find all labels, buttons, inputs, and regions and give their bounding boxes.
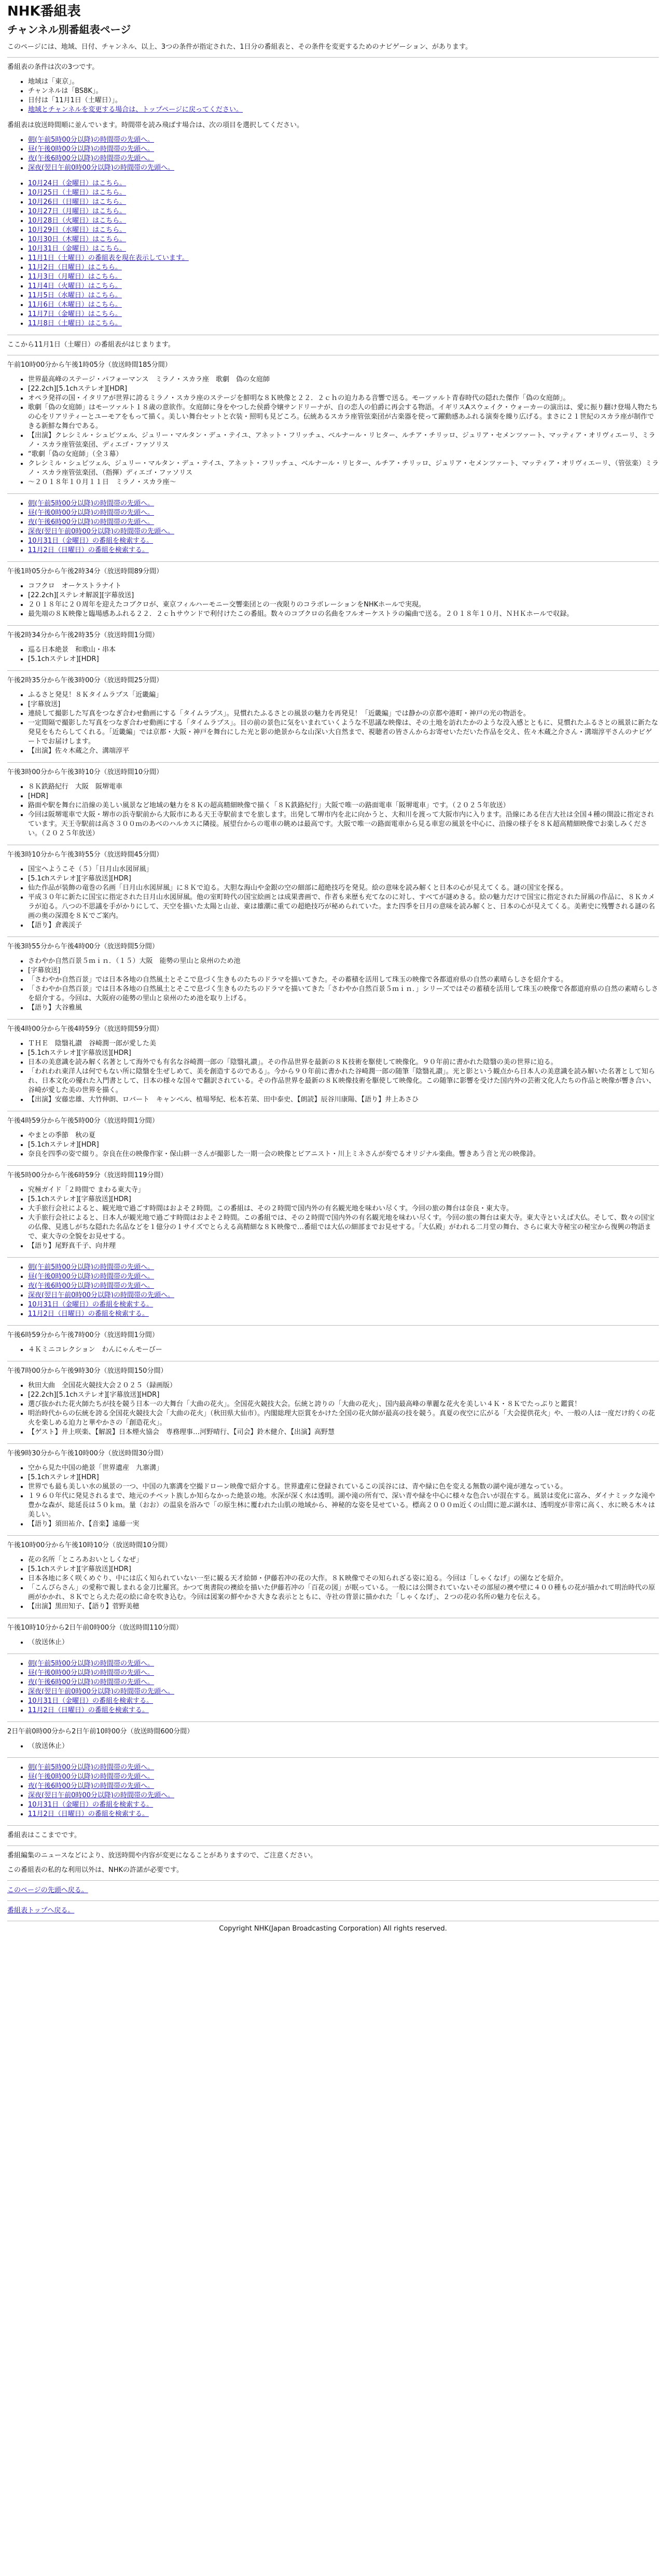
program-entry [7,1171,659,1326]
date-list-item [28,226,659,235]
date-link[interactable]: 11月2日（日曜日）はこちら。 [28,264,122,271]
program-detail-line: • [字幕放送] [28,966,659,975]
date-link[interactable]: 10月24日（金曜日）はこちら。 [28,180,127,187]
section-nav-list [7,499,659,555]
divider [7,670,659,671]
program-detail-line: • 今回は阪堺電車で大阪・堺市の浜寺駅前から大阪市にある天王寺駅前までを旅します。出発して堺市内を北に向かうと、大和川を渡って大阪市内に入ります。沿線にある住吉大社は全国４種の開設に指定されています。天王寺駅前は高さ３００ｍのあべのハルカスに隣接。展望台からの電車の眺めは最高です。大阪で唯一の路面電車から見る車窓の風景を中心に、沿線の様子を８Ｋ超高精細映像でお楽しみください。（２０２５年放送） [28,810,659,838]
program-entry [7,850,659,937]
program-entry [7,1117,659,1166]
program-time: 午後3時10分から午後3時55分（放送時間45分間） [7,851,163,859]
program-detail-line: • 大手旅行会社によると、日本人が観光地で過ごす時間はおよそ２時間。この番組では、その２時間で国内外の有名観光地を味わい尽くす。今回の旅の舞台は東大寺。東大寺といえば大仏。そして、数々の国宝の仏像、見逃しがちな隠れた名品などを１億分の１サイズでとらえる高精細な８Ｋ映像で…番組では大仏の細部までお見せする。「大仏殿」がわれる二月堂の舞台、さらに東大寺秘宝の秘宝から復興の物語まで、東大寺の全貌をお見せする。 [28,1214,659,1242]
program-detail-line: • [5.1chステレオ][字幕放送][HDR] [28,1195,659,1204]
footer-note-change: 番組編集のニュースなどにより、放送時間や内容が変更になることがありますので、ご注意ください。 [7,1852,317,1859]
divider [7,1443,659,1444]
section-nav-link[interactable]: 10月31日（金曜日）の番組を検索する。 [28,537,154,545]
date-link[interactable]: 11月3日（月曜日）はこちら。 [28,273,122,281]
date-link[interactable]: 10月26日（日曜日）はこちら。 [28,198,127,206]
footer-note-license: この番組表の私的な利用以外は、NHKの許諾が必要です。 [7,1866,183,1874]
section-nav-link[interactable]: 昼(午後0時00分以降)の時間帯の先頭へ。 [28,1669,154,1677]
divider [7,1019,659,1020]
program-detail-line: • 【ゲスト】井上咲楽、【解説】日本煙火協会 専務理事…河野晴行、【司会】鈴木健介、【出演】高野慧 [28,1428,659,1437]
divider [7,57,659,58]
section-nav-link[interactable]: 10月31日（金曜日）の番組を検索する。 [28,1697,154,1705]
program-detail-line: • 「さわやか自然百景」では日本各地の自然風土とそこで息づく生きものたちのドラマを描いてきた「さわやか自然百景５ｍｉｎ．」シリーズではその蓄積を活用して珠玉の映像で各都道府県の自然の素晴らしさを紹介する。今回は、大阪府の能勢の里山と泉州のため池を取り上げる。 [28,985,659,1003]
program-time: 午後7時00分から午後9時30分（放送時間150分間） [7,1367,168,1375]
program-detail-line: • 選び抜かれた花火師たちが技を競う日本一の大舞台「大曲の花火」。全国花火競技大会。伝統と誇りの「大曲の花火」、国内最高峰の華麗な花火を美しい４Ｋ・８Ｋでたっぷりと鑑賞！ [28,1400,659,1409]
date-link[interactable]: 11月8日（土曜日）はこちら。 [28,320,122,327]
program-detail-line: • 【語り】須田祐介、【音楽】遠藤一実 [28,1520,659,1529]
program-detail-line: • [字幕放送] [28,700,659,709]
condition-region: • 地域は「東京」。 [28,77,659,87]
program-details [7,1464,659,1529]
program-details [7,375,659,487]
program-title: • ８Ｋ鉄路紀行 大阪 阪堺電車 [28,782,659,792]
program-detail-line: • 仙た作品が装飾の竜巻の名画「日月山水図屏風」に８Ｋで迫る。大胆な海山や金銀の空の細部に超絶技巧を発見。絵の意味を読み解くと日本の心が見えてくる。謎の国宝を探る。 [28,884,659,893]
program-details [7,1638,659,1647]
section-nav-link[interactable]: 11月2日（日曜日）の番組を検索する。 [28,546,149,554]
date-list-item [28,300,659,310]
divider [7,1535,659,1536]
program-detail-line: • 「こんぴらさん」の愛称で親しまれる金刀比羅宮。かつて奥書院の襖絵を描いた伊藤若冲の「百花の図」が眠っている。一般には公開されていないその部屋の襖や壁に４００種もの花が描かれて明治時代の原画がかかれ、８Ｋでとらえた花の絵に命を吹き込む。今回は図案の鮮やかさ大きな表示とともに、寺社の背景に描かれた「しゃくなげ」、２つの花の名所の魅力を伝える。 [28,1583,659,1602]
program-detail-line: • ～２０１８年１０月１１日 ミラノ・スカラ座～ [28,478,659,487]
divider [7,561,659,562]
program-details [7,645,659,664]
program-entry [7,631,659,671]
divider [7,1880,659,1881]
conditions-heading: 番組表の条件は次の3つです。 [7,63,99,71]
program-title: • 世界最高峰のステージ・パフォーマンス ミラノ・スカラ座 歌劇 偽の女庭師 [28,375,659,384]
program-details [7,1131,659,1159]
date-list-item [28,254,659,263]
program-entry [7,361,659,562]
date-link[interactable]: 10月30日（木曜日）はこちら。 [28,236,127,243]
section-nav-link[interactable]: 朝(午前5時00分以降)の時間帯の先頭へ。 [28,500,154,507]
program-details [7,1381,659,1437]
program-time: 午後4時59分から午後5時00分（放送時間1分間） [7,1117,159,1125]
program-time: 午後6時59分から午後7時00分（放送時間1分間） [7,1331,159,1339]
section-nav-list [7,1263,659,1319]
section-nav-link[interactable]: 深夜(翌日午前0時00分以降)の時間帯の先頭へ。 [28,528,174,535]
program-detail-line: • [HDR] [28,792,659,801]
program-entry [7,676,659,763]
program-detail-line: • 「さわやか自然百景」では日本各地の自然風土とそこで息づく生きものたちのドラマを描いてきた。その蓄積を活用して珠玉の映像で各都道府県の自然の素晴らしさを紹介する。 [28,975,659,985]
date-list-item [28,198,659,207]
program-details [7,865,659,930]
program-time: 午後3時00分から午後3時10分（放送時間10分間） [7,768,163,776]
program-detail-line: • 【語り】倉義渓子 [28,921,659,930]
divider [7,1165,659,1166]
divider [7,1825,659,1826]
program-entry [7,567,659,626]
section-nav-link[interactable]: 10月31日（金曜日）の番組を検索する。 [28,1301,154,1308]
page-title: チャンネル別番組表ページ [7,23,131,36]
date-list-item [28,272,659,282]
program-details [7,1039,659,1105]
divider [7,1757,659,1758]
jump-midnight-link[interactable]: 深夜(翌日午前0時00分以降)の時間帯の先頭へ。 [28,164,174,172]
date-list-item [28,282,659,291]
section-nav-link[interactable]: 11月2日（日曜日）の番組を検索する。 [28,1706,149,1714]
jump-morning-link[interactable]: 朝(午前5時00分以降)の時間帯の先頭へ。 [28,136,154,144]
date-link[interactable]: 11月6日（木曜日）はこちら。 [28,301,122,309]
program-detail-line: • [5.1chステレオ][HDR] [28,1140,659,1150]
program-entry [7,768,659,845]
program-detail-line: • 【出演】安藤忠雄、大竹伸朗、ロバート キャンベル、植場琴紀、松本若菜、田中泰史、【朗読】辰谷川康陽、【語り】井上あさひ [28,1095,659,1105]
section-nav-link[interactable]: 10月31日（金曜日）の番組を検索する。 [28,1801,154,1809]
program-details [7,782,659,838]
program-entry [7,1727,659,1826]
divider [7,762,659,763]
program-entry [7,942,659,1020]
section-nav-link[interactable]: 昼(午後0時00分以降)の時間帯の先頭へ。 [28,509,154,517]
section-nav-list [7,1763,659,1819]
date-list-item [28,263,659,272]
back-to-top-link[interactable]: このページの先頭へ戻る。 [7,1886,88,1894]
section-nav-link[interactable]: 深夜(翌日午前0時00分以降)の時間帯の先頭へ。 [28,1792,174,1799]
section-nav-link[interactable]: 朝(午前5時00分以降)の時間帯の先頭へ。 [28,1764,154,1771]
program-detail-line: • [5.1chステレオ][HDR] [28,655,659,664]
date-link[interactable]: 10月27日（月曜日）はこちら。 [28,208,127,215]
program-time: 午後2時34分から午後2時35分（放送時間1分間） [7,631,159,639]
divider [7,936,659,937]
program-time: 午後2時35分から午後3時00分（放送時間25分間） [7,677,163,684]
program-detail-line: • [22.2ch][ステレオ解説][字幕放送] [28,591,659,600]
program-detail-line: • 【出演】クレシミル・シュピツェル、ジュリー・マルタン・デュ・テイユ、アネット・フリッチュ、ベルナール・リヒター、ルチア・チリッロ、ジュリア・セメンツァート、マッティア・オリヴィエーリ、ミラノ・スカラ座管弦楽団、ディエゴ・ファソリス [28,431,659,450]
date-list-item [28,291,659,300]
date-list-item [28,216,659,226]
section-nav-link[interactable]: 朝(午前5時00分以降)の時間帯の先頭へ。 [28,1660,154,1668]
date-link[interactable]: 11月7日（金曜日）はこちら。 [28,310,122,318]
section-nav-link[interactable]: 深夜(翌日午前0時00分以降)の時間帯の先頭へ。 [28,1688,174,1696]
date-list-item [28,310,659,319]
program-detail-line: • 最先端の８Ｋ映像と臨場感あふれる２２．２ｃｈサウンドで利付けたこの番組。数々のコブクロの名曲をフルオーケストラの編曲で送る。２０１８年１０月、ＮＨＫホールで収録。 [28,610,659,619]
program-details [7,1742,659,1751]
program-title: • （放送休止） [28,1638,659,1647]
program-detail-line: • ２０１８年に２０周年を迎えたコブクロが、東京フィルハーモニー交響楽団との一夜限りのコラボレーションをNHKホールで実現。 [28,600,659,610]
divider [7,625,659,626]
program-time: 2日午前0時00分から2日午前10時00分（放送時間600分間） [7,1728,194,1735]
program-detail-line: • 路面や駅を舞台に沿線の美しい風景など地域の魅力を８Ｋの超高精細映像で描く「８Ｋ鉄路紀行」大阪で唯一の路面電車「阪堺電車」です。（２０２５年放送） [28,801,659,810]
program-title: • ＴＨＥ 陰翳礼讃 谷崎潤一郎が愛した美 [28,1039,659,1049]
program-time: 午後1時05分から午後2時34分（放送時間89分間） [7,568,163,575]
intro-text: このページには、地域、日付、チャンネル、以上、3つの条件が指定された、1日分の番組表と、その条件を変更するためのナビゲーション、があります。 [7,43,472,51]
date-list-item [28,319,659,328]
section-nav-link[interactable]: 11月2日（日曜日）の番組を検索する。 [28,1310,149,1318]
date-link[interactable]: 11月1日（土曜日）の番組表を現在表示しています。 [28,254,189,262]
program-detail-line: • [5.1chステレオ][字幕放送][HDR] [28,1049,659,1058]
program-title: • コフクロ オーケストラナイト [28,582,659,591]
program-entry [7,1449,659,1536]
date-list-item [28,235,659,244]
program-detail-line: • [5.1chステレオ][字幕放送][HDR] [28,874,659,884]
site-title: NHK番組表 [7,4,81,19]
program-title: • 国宝へようこそ（５）「日月山水図屏風」 [28,865,659,874]
schedule-end-note: 番組表はここまでです。 [7,1831,81,1839]
condition-channel: • チャンネルは「BS8K」。 [28,87,659,96]
program-time: 午後5時00分から午後6時59分（放送時間119分間） [7,1172,168,1179]
program-title: • 空から見た中国の絶景「世界遺産 九寨溝」 [28,1464,659,1473]
program-entry [7,1025,659,1111]
program-detail-line: • 連続して撮影した写真をつなぎ合わせ動画にする「タイムラプス」。見慣れたふるさとの風景の魅力を再発見！「近畿編」では静かの京都や港町・神戸の光の物語を。 [28,709,659,719]
divider [7,1325,659,1326]
program-title: • （放送休止） [28,1742,659,1751]
divider [7,1900,659,1901]
change-condition-link[interactable]: 地域とチャンネルを変更する場合は、トップページに戻ってください。 [28,106,243,114]
program-detail-line: • 日本各地に多く咲くめぐり、中には広く知られていない一至に観る天才絵師・伊藤若冲の花の大作。８Ｋ映像でその知られざる姿に迫る。今回は「しゃくなげ」の園などを紹介。 [28,1574,659,1583]
program-detail-line: • 【出演】佐々木蔵之介、溝端淳平 [28,747,659,756]
program-list [7,361,659,1826]
skip-note: 番組表は放送時間順に並んでいます。時間帯を読み飛ばす場合は、次の項目を選択してください。 [7,121,303,129]
section-nav-list [7,1659,659,1715]
divider [7,1721,659,1722]
program-entry [7,1541,659,1618]
divider [7,1845,659,1846]
program-detail-line: • [22.2ch][5.1chステレオ][HDR] [28,384,659,394]
program-detail-line: • “歌劇「偽の女庭師」（全３幕） [28,450,659,459]
program-time: 午後3時55分から午後4時00分（放送時間5分間） [7,943,159,950]
program-detail-line: • 明治時代からの伝統を誇る全国花火競技大会「大曲の花火」（秋田県大仙市）。内閣総理大臣賞をかけた全国の花火師が最高の技を競う。真夏の夜空に広がる「大会提供花火」や、一般の人は一度だけ約くの花火を楽しめる迫力と華やかさの「創造花火」。 [28,1409,659,1428]
time-jump-list [7,135,659,173]
date-link[interactable]: 11月4日（火曜日）はこちら。 [28,282,122,290]
date-list-item [28,207,659,216]
date-list-item [28,188,659,198]
program-title: • 秋田大曲 全国花火競技大会２０２５（録画版） [28,1381,659,1390]
program-details [7,1345,659,1355]
program-time: 午後10時10分から2日午前0時00分（放送時間110分間） [7,1624,183,1632]
program-detail-line: • オペラ発祥の国・イタリアが世界に誇るミラノ・スカラ座のステージを鮮明な８Ｋ映像と２２．２ｃｈの迫力ある音響で送る。モーツァルト青春時代の隠れた傑作「偽の女庭師」。 [28,394,659,403]
program-detail-line: • 「われわれ東洋人は何でもない所に陰翳を生ぜしめて、美を創造するのである」。今から９０年前に書かれた谷崎潤一郎の随筆「陰翳礼讃」。光と影という観点から日本人の美意識を読み解いた名著として知られ、日本文化の優れた入門書として、日本の様々な国々で翻訳されている。その作品世界を最新の８Ｋ映像技術を駆使して映像化。この随筆に影響を受けた国内外の芸術文化人たちの作品と映像が響き合い、谷崎が愛した美の世界を描く。 [28,1067,659,1095]
condition-change-item [28,105,659,115]
program-details [7,582,659,619]
program-detail-line: • 一定間隔で撮影した写真をつなぎ合わせ動画にする「タイムラプス」。目の前の景色に気をいまれていくような不思議な映像は、その土地を訪れたかのような没入感とともに、見慣れたふるさとの風景に新たな発見をもたらしてくれる。「近畿編」では京都・大阪・神戸を舞台にした光と影の絶景からな山深い大自然まで、視聴者の皆さんからお寄せいただいた作品を交え、佐々木蔵之介さん・溝端淳平さんのナビゲートでお届けします。 [28,719,659,747]
program-time: 午後10時00分から午後10時10分（放送時間10分間） [7,1541,172,1549]
program-detail-line: • [22.2ch][5.1chステレオ][字幕放送][HDR] [28,1390,659,1400]
program-title: • やまとの季節 秋の夏 [28,1131,659,1140]
program-title: • ４Ｋミニコレクション わんにゃんモーびー [28,1345,659,1355]
date-link[interactable]: 10月25日（土曜日）はこちら。 [28,189,127,197]
schedule-top-link[interactable]: 番組表トップへ戻る。 [7,1907,75,1914]
date-link[interactable]: 10月29日（水曜日）はこちら。 [28,226,127,234]
program-detail-line: • 歌劇「偽の女庭師」はモーツァルト１８歳の意欲作。女庭師に身をやつした侯爵令嬢サンドリーナが、自の恋人の伯爵に再会する物語。イギリスAスウェイク・ウォーカーの演出は、愛に振り翻け登場人物たちの心をリアリティーとユーモアをもって描く。美しい舞台セットと衣装・照明も見どころ。伝統あるスカラ座管弦楽団が古楽器を使って躍動感あふれる演奏を繰り広げる。まさに２１世紀のスカラ座が制作できる新鮮な舞台である。 [28,403,659,431]
program-entry [7,1331,659,1361]
section-nav-link[interactable]: 11月2日（日曜日）の番組を検索する。 [28,1810,149,1818]
program-title: • ふるさと発見！８Ｋタイムラプス「近畿編」 [28,691,659,700]
condition-date: • 日付は「11月1日（土曜日）」。 [28,96,659,105]
program-detail-line: • 平成３０年に新たに国宝に指定された日月山水図屏風。他の室町時代の国宝絵画とは成果書画で、作者も来歴も充てなのに対し、すべてが謎めきる。絵の魅力だけで国宝に指定された屏風の作品に、８Ｋカメラが迫る。八つの不思議を手がかりにして、天空を描いた太陽と山並、東は雄潮に重ての超絶技巧が秘められていた。また四季を日月の意味を読み解くと、日本の心が見えてくる。美術史に残響される謎の名画の奥の深淵を８Ｋでご案内。 [28,893,659,921]
program-detail-line: • 【語り】尾野真千子、向井理 [28,1242,659,1251]
program-detail-line: • 奈良を四季の姿で綴り。奈良在住の映像作家・保山耕一さんが撮影した一期一会の映像とピアニスト・川上ミネさんが奏でるオリジナル楽曲。響きあう音と光の映像詩。 [28,1150,659,1159]
program-details [7,957,659,1013]
program-details [7,691,659,756]
section-nav-link[interactable]: 昼(午後0時00分以降)の時間帯の先頭へ。 [28,1273,154,1280]
date-list [7,179,659,328]
program-detail-line: • 世界でも最も美しい水の風景の一つ、中国の九寨溝を空撮ドローン映像で紹介する。世界遺産に登録されているこの渓谷には、青や緑に色を変える無数の湖や滝が連なっている。 [28,1482,659,1492]
program-time: 午後9時30分から午後10時00分（放送時間30分間） [7,1450,168,1457]
divider [7,1257,659,1258]
date-link[interactable]: 10月28日（火曜日）はこちら。 [28,217,127,225]
section-nav-link[interactable]: 夜(午後6時00分以降)の時間帯の先頭へ。 [28,1282,154,1290]
program-time: 午後4時00分から午後4時59分（放送時間59分間） [7,1025,163,1033]
date-link[interactable]: 10月31日（金曜日）はこちら。 [28,245,127,253]
program-details [7,1555,659,1611]
program-detail-line: • 【出演】黒田知子、【語り】菅野美穂 [28,1602,659,1611]
divider [7,493,659,494]
program-detail-line: • １９６０年代に発見されるまで、地元のチベット族しか知らなかった絶景の地。水深が深く水は透明。湖や滝の所有で、深い青や緑を中心に様々な色合いが混在する。風景は変化に富み、ダイナミックな滝や豊かな森が、総延長は５０ｋｍ。量（おお）の温泉を浴みで「の原生林に覆われた山肌の地域から、神秘的な姿を見せている。標高２０００ｍ近くの山間に遊ぶ湖水は、透明度が非常に高く、水に映る木々は美しい。 [28,1492,659,1520]
program-title: • 花の名所「ところあおいとしくなぜ」 [28,1555,659,1565]
program-detail-line: • 大手旅行会社によると、観光地で過ごす時間はおよそ２時間。この番組は、その２時間で国内外の有名観光地を味わい尽くす。今回の旅の舞台は奈良・東大寺。 [28,1204,659,1214]
date-link[interactable]: 11月5日（水曜日）はこちら。 [28,292,122,299]
program-title: • 究極ガイド「２時間で まわる東大寺」 [28,1186,659,1195]
program-detail-line: • クレシミル・シュピツェル、ジュリー・マルタン・デュ・テイユ、アネット・フリッチュ、ベルナール・リヒター、ルチア・チリッロ、ジュリア・セメンツァート、マッティア・オリヴィエーリ、（管弦楽）ミラノ・スカラ座管弦楽団、（指揮）ディエゴ・ファソリス [28,459,659,478]
program-detail-line: • 【語り】大谷雅風 [28,1003,659,1013]
jump-noon-link[interactable]: 昼(午後0時00分以降)の時間帯の先頭へ。 [28,145,154,153]
program-detail-line: • [5.1chステレオ][字幕放送][HDR] [28,1565,659,1574]
section-nav-link[interactable]: 夜(午後6時00分以降)の時間帯の先頭へ。 [28,1782,154,1790]
program-entry [7,1367,659,1444]
conditions-list [7,77,659,115]
program-time: 午前10時00分から午後1時05分（放送時間185分間） [7,361,172,369]
copyright: Copyright NHK(Japan Broadcasting Corporation) All rights reserved. [7,1921,659,1939]
program-title: • 巡る日本絶景 和歌山・串本 [28,645,659,655]
section-nav-link[interactable]: 夜(午後6時00分以降)の時間帯の先頭へ。 [28,1678,154,1686]
program-detail-line: • 日本の美意識を読み解く名著として海外でも有名な谷崎潤一郎の「陰翳礼讃」。その作品世界を最新の８Ｋ技術を駆使して映像化。９０年前に書かれた陰翳の美の世界に迫る。 [28,1058,659,1067]
section-nav-link[interactable]: 朝(午前5時00分以降)の時間帯の先頭へ。 [28,1263,154,1271]
section-nav-link[interactable]: 夜(午後6時00分以降)の時間帯の先頭へ。 [28,518,154,526]
program-title: • さわやか自然百景５ｍｉｎ．（１５）大阪 能勢の里山と泉州のため池 [28,957,659,966]
program-entry [7,1623,659,1722]
jump-evening-link[interactable]: 夜(午後6時00分以降)の時間帯の先頭へ。 [28,155,154,162]
program-details [7,1186,659,1251]
section-nav-link[interactable]: 昼(午後0時00分以降)の時間帯の先頭へ。 [28,1773,154,1781]
schedule-start-note: ここから11月1日（土曜日）の番組表がはじまります。 [7,341,175,349]
date-list-item [28,179,659,188]
section-nav-link[interactable]: 深夜(翌日午前0時00分以降)の時間帯の先頭へ。 [28,1291,174,1299]
program-detail-line: • [5.1chステレオ][HDR] [28,1473,659,1482]
date-list-item [28,244,659,254]
